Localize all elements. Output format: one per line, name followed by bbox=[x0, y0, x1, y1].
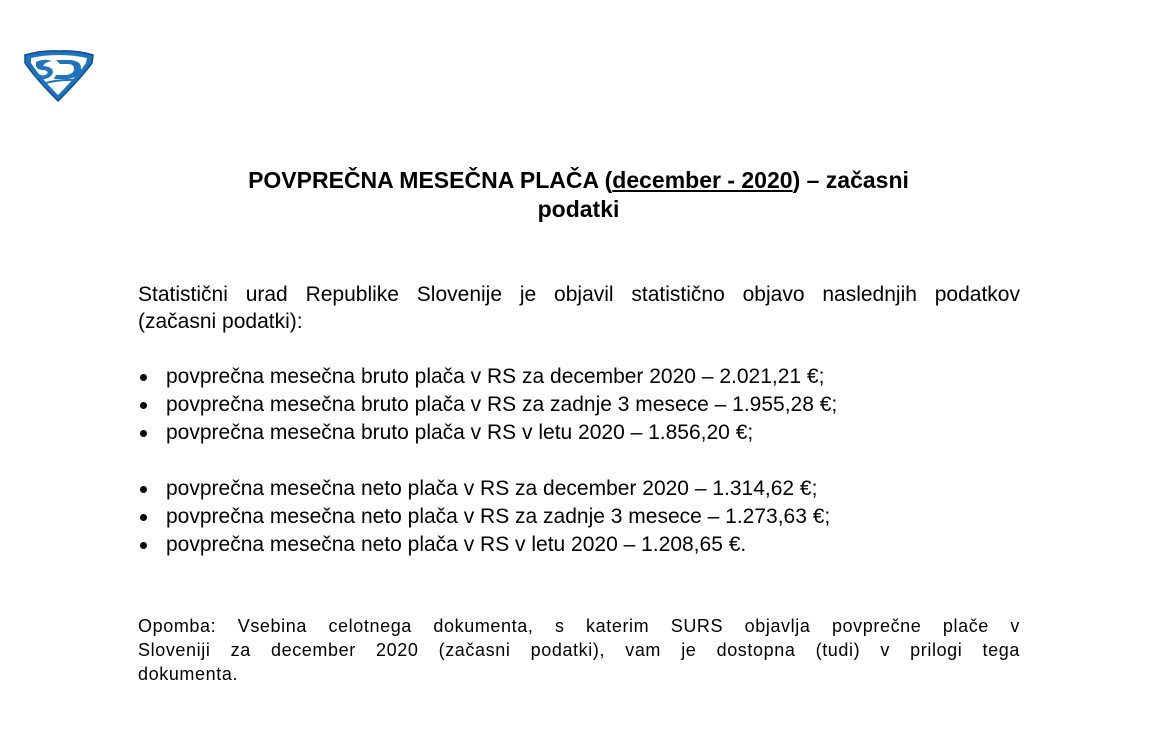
list-item bbox=[138, 391, 837, 419]
note-line1: Opomba: Vsebina celotnega dokumenta, s katerim SURS objavlja povprečne plače v bbox=[138, 616, 1020, 636]
title-part1: POVPREČNA MESEČNA PLAČA ( bbox=[248, 167, 613, 193]
list-item bbox=[138, 475, 830, 503]
list-item-text: povprečna mesečna neto plača v RS za december 2020 – 1.314,62 €; bbox=[166, 477, 818, 500]
intro-line1: Statistični urad Republike Slovenije je objavil statistično objavo naslednjih podatkov bbox=[138, 283, 1020, 306]
sd-shield-logo bbox=[22, 49, 96, 103]
bullet-icon bbox=[140, 402, 147, 409]
list-item bbox=[138, 419, 837, 447]
intro-line2: (začasni podatki): bbox=[138, 310, 303, 333]
list-item-text: povprečna mesečna bruto plača v RS za zadnje 3 mesece – 1.955,28 €; bbox=[166, 393, 838, 416]
neto-salary-list bbox=[138, 475, 830, 559]
list-item bbox=[138, 503, 830, 531]
note-line2: Sloveniji za december 2020 (začasni podatki), vam je dostopna (tudi) v prilogi tega bbox=[138, 640, 1020, 660]
title-period: december - 2020 bbox=[612, 167, 793, 193]
list-item-text: povprečna mesečna neto plača v RS za zadnje 3 mesece – 1.273,63 €; bbox=[166, 505, 831, 528]
note-line3: dokumenta. bbox=[138, 664, 239, 684]
bullet-icon bbox=[140, 430, 147, 437]
bullet-icon bbox=[140, 374, 147, 381]
bullet-icon bbox=[140, 486, 147, 493]
list-item bbox=[138, 363, 837, 391]
footnote bbox=[138, 614, 1020, 686]
list-item-text: povprečna mesečna bruto plača v RS za december 2020 – 2.021,21 €; bbox=[166, 365, 825, 388]
bullet-icon bbox=[140, 514, 147, 521]
title-part2: ) – začasni bbox=[792, 167, 909, 193]
list-item bbox=[138, 531, 830, 559]
list-item-text: povprečna mesečna bruto plača v RS v letu 2020 – 1.856,20 €; bbox=[166, 421, 754, 444]
list-item-text: povprečna mesečna neto plača v RS v letu 2020 – 1.208,65 €. bbox=[166, 533, 747, 556]
intro-paragraph bbox=[138, 281, 1020, 335]
title-line2: podatki bbox=[537, 196, 620, 222]
page-title bbox=[150, 166, 1007, 224]
bullet-icon bbox=[140, 542, 147, 549]
bruto-salary-list bbox=[138, 363, 837, 447]
